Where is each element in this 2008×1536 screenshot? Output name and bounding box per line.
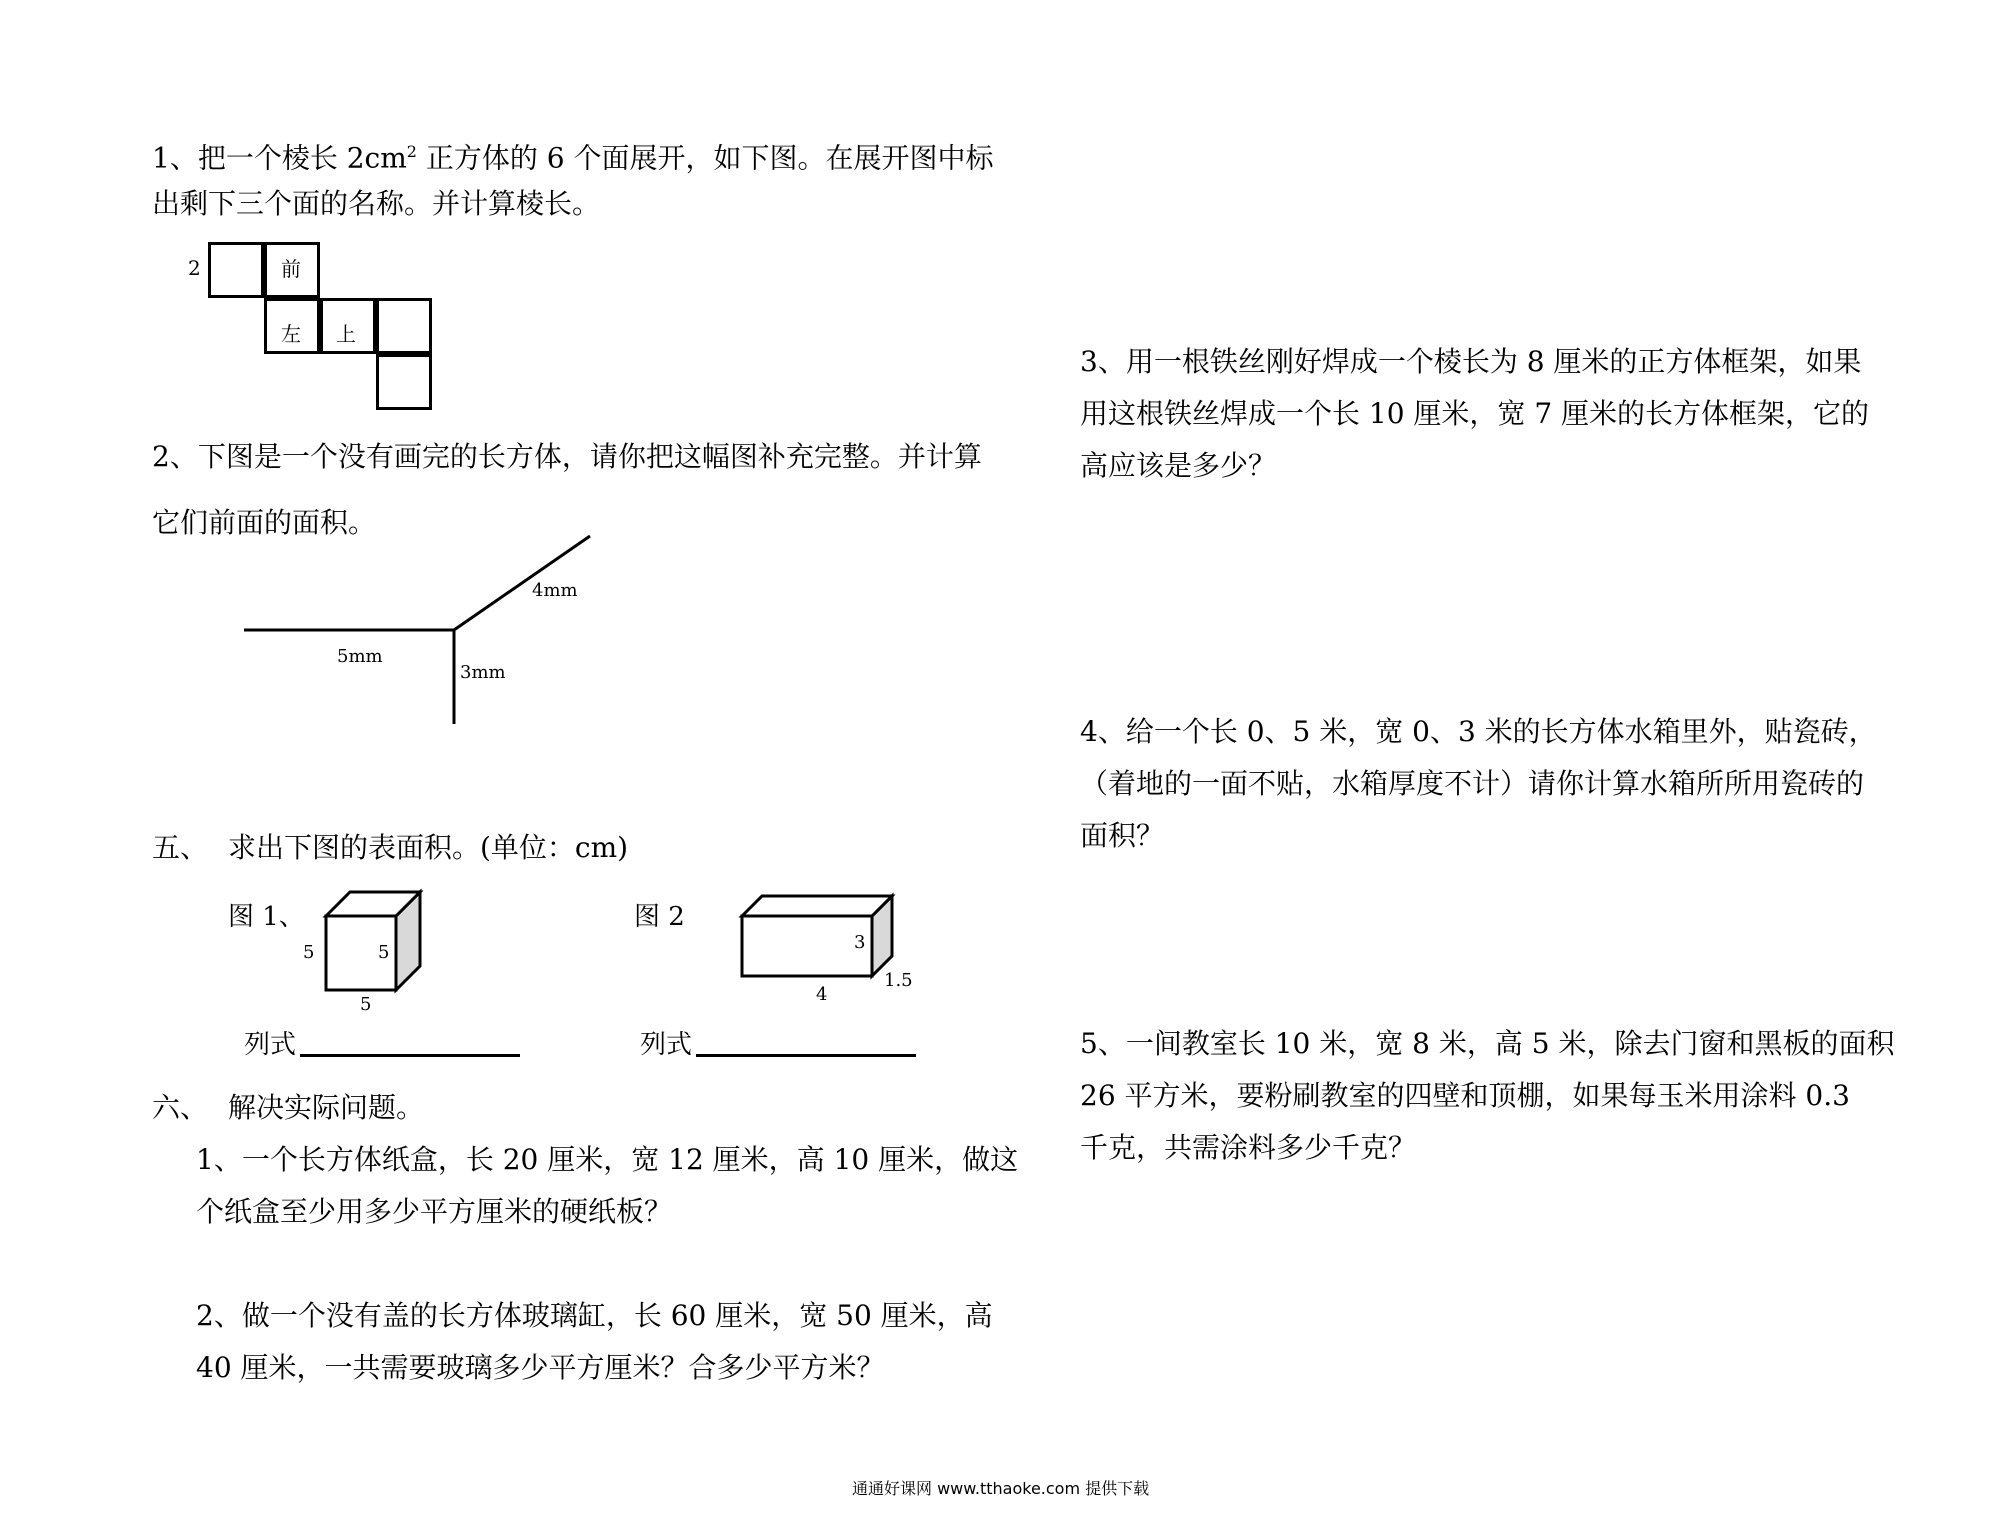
section5-marker: 五、 [152, 831, 209, 864]
q2-line1: 2、下图是一个没有画完的长方体，请你把这幅图补充完整。并计算 [152, 440, 982, 473]
q3-line2: 用这根铁丝焊成一个长 10 厘米，宽 7 厘米的长方体框架，它的 [1080, 397, 1870, 430]
page-footer: 通通好课网 www.tthaoke.com 提供下载 [852, 1479, 1150, 1498]
q4-line2: （着地的一面不贴，水箱厚度不计）请你计算水箱所所用瓷砖的 [1080, 767, 1865, 800]
fig2-formula-label: 列式 [640, 1030, 693, 1060]
fig1-left-label: 5 [303, 942, 315, 963]
p1-line2: 个纸盒至少用多少平方厘米的硬纸板？ [196, 1195, 673, 1228]
q1-line2: 出剩下三个面的名称。并计算棱长。 [152, 187, 601, 220]
q1-line1-pre: 1、把一个棱长 2cm [152, 141, 407, 175]
fig1-front-label: 5 [378, 942, 390, 963]
fig1-bottom-label: 5 [360, 994, 372, 1015]
q1-line1-post: 正方体的 6 个面展开，如下图。在展开图中标 [416, 141, 994, 175]
q4-line1: 4、给一个长 0、5 米，宽 0、3 米的长方体水箱里外，贴瓷砖， [1080, 715, 1877, 748]
net-label-front: 前 [281, 257, 301, 281]
q1-superscript: 2 [406, 142, 417, 161]
q2-line2: 它们前面的面积。 [152, 506, 377, 539]
q4-line3: 面积？ [1080, 819, 1165, 852]
fig2-top-face [742, 896, 892, 916]
net-side-label: 2 [188, 256, 201, 280]
net-label-top: 上 [336, 322, 356, 346]
fig1-formula-label: 列式 [244, 1030, 297, 1060]
fig2-title: 图 2 [634, 902, 685, 932]
p2-line2: 40 厘米，一共需要玻璃多少平方厘米？合多少平方米？ [196, 1351, 885, 1384]
cuboid-height-label: 3mm [460, 662, 506, 683]
p2-line1: 2、做一个没有盖的长方体玻璃缸，长 60 厘米，宽 50 厘米，高 [196, 1299, 993, 1332]
fig2-answer-line[interactable] [696, 1054, 916, 1057]
p1-line1: 1、一个长方体纸盒，长 20 厘米，宽 12 厘米，高 10 厘米，做这 [196, 1143, 1019, 1176]
cuboid-width-label: 4mm [532, 580, 578, 601]
cuboid-length-label: 5mm [337, 646, 383, 667]
fig2-height-label: 3 [854, 932, 866, 953]
fig1-title: 图 1、 [228, 902, 305, 932]
section5-heading: 求出下图的表面积。(单位：cm) [228, 831, 629, 864]
q5-line2: 26 平方米，要粉刷教室的四壁和顶棚，如果每玉米用涂料 0.3 [1080, 1079, 1850, 1112]
fig2-front-face [742, 916, 872, 976]
q3-line1: 3、用一根铁丝刚好焊成一个棱长为 8 厘米的正方体框架，如果 [1080, 345, 1862, 378]
section6-heading: 解决实际问题。 [228, 1091, 425, 1124]
fig2-width-label: 1.5 [884, 970, 913, 991]
q5-line3: 千克，共需涂料多少千克？ [1080, 1131, 1417, 1164]
fig2-length-label: 4 [816, 984, 828, 1005]
q5-line1: 5、一间教室长 10 米，宽 8 米，高 5 米，除去门窗和黑板的面积 [1080, 1027, 1895, 1060]
section6-marker: 六、 [152, 1091, 209, 1124]
net-label-left: 左 [281, 322, 301, 346]
q3-line3: 高应该是多少？ [1080, 449, 1277, 482]
